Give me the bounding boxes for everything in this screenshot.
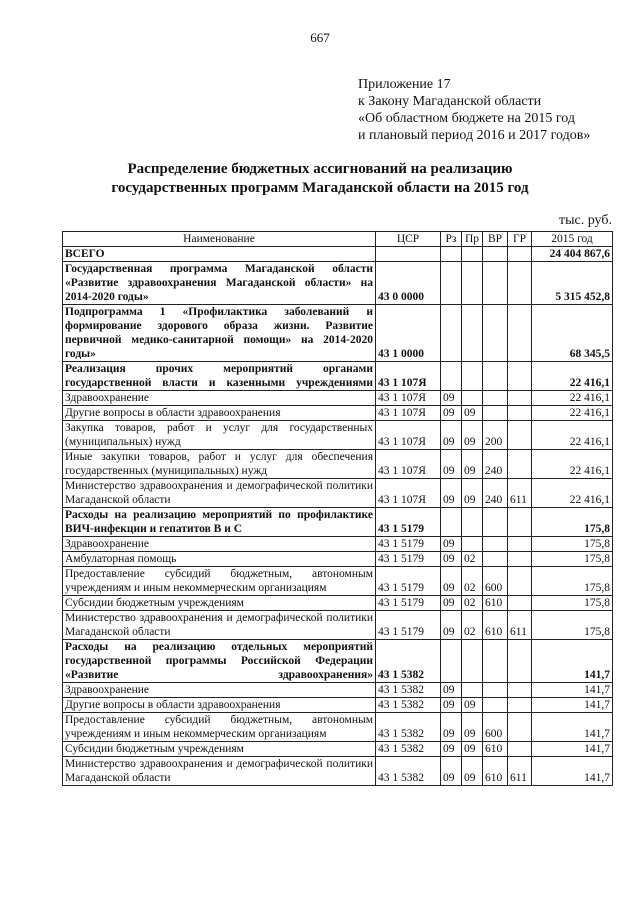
cell-vr: 610 xyxy=(483,611,508,640)
cell-amount: 175,8 xyxy=(532,537,613,552)
cell-name: Министерство здравоохранения и демографической политики Магаданской области xyxy=(63,479,376,508)
cell-name: Расходы на реализацию мероприятий по профилактике ВИЧ-инфекции и гепатитов В и С xyxy=(63,508,376,537)
cell-amount: 24 404 867,6 xyxy=(532,247,613,262)
cell-vr xyxy=(483,362,508,391)
header-name: Наименование xyxy=(63,232,376,247)
annex-header xyxy=(358,76,590,144)
cell-csr: 43 1 5179 xyxy=(376,552,441,567)
header-rz: Рз xyxy=(441,232,462,247)
cell-vr: 610 xyxy=(483,742,508,757)
table-row xyxy=(63,508,613,537)
cell-csr: 43 1 107Я xyxy=(376,362,441,391)
cell-vr xyxy=(483,305,508,362)
cell-pr xyxy=(462,640,483,683)
cell-vr: 600 xyxy=(483,567,508,596)
annex-line: и плановый период 2016 и 2017 годов» xyxy=(358,128,591,143)
cell-pr xyxy=(462,247,483,262)
cell-amount: 175,8 xyxy=(532,552,613,567)
cell-amount: 68 345,5 xyxy=(532,305,613,362)
cell-csr: 43 1 5179 xyxy=(376,537,441,552)
cell-csr: 43 1 107Я xyxy=(376,421,441,450)
table-row xyxy=(63,567,613,596)
cell-rz: 09 xyxy=(441,391,462,406)
title-line: государственных программ Магаданской области на 2015 год xyxy=(111,180,529,196)
cell-gr xyxy=(508,640,532,683)
cell-csr: 43 1 5179 xyxy=(376,567,441,596)
table-row xyxy=(63,247,613,262)
cell-name: Здравоохранение xyxy=(63,391,376,406)
table-row xyxy=(63,757,613,786)
cell-name: Субсидии бюджетным учреждениям xyxy=(63,596,376,611)
cell-pr: 02 xyxy=(462,567,483,596)
cell-amount: 22 416,1 xyxy=(532,479,613,508)
cell-name: Здравоохранение xyxy=(63,683,376,698)
cell-name: Предоставление субсидий бюджетным, автономным учреждениям и иным некоммерческим организациям xyxy=(63,567,376,596)
units-label: тыс. руб. xyxy=(559,213,612,228)
cell-rz xyxy=(441,362,462,391)
cell-amount: 141,7 xyxy=(532,640,613,683)
cell-rz xyxy=(441,640,462,683)
cell-gr xyxy=(508,305,532,362)
cell-rz: 09 xyxy=(441,406,462,421)
cell-csr: 43 1 5179 xyxy=(376,611,441,640)
cell-amount: 141,7 xyxy=(532,742,613,757)
cell-gr: 611 xyxy=(508,757,532,786)
cell-pr: 09 xyxy=(462,406,483,421)
cell-vr xyxy=(483,683,508,698)
cell-csr: 43 1 5382 xyxy=(376,742,441,757)
cell-name: Субсидии бюджетным учреждениям xyxy=(63,742,376,757)
cell-name: Закупка товаров, работ и услуг для государственных (муниципальных) нужд xyxy=(63,421,376,450)
cell-amount: 141,7 xyxy=(532,698,613,713)
cell-vr: 200 xyxy=(483,421,508,450)
cell-vr: 600 xyxy=(483,713,508,742)
cell-gr xyxy=(508,683,532,698)
page-number: 667 xyxy=(310,30,330,45)
cell-pr xyxy=(462,305,483,362)
annex-line: к Закону Магаданской области xyxy=(358,94,542,109)
table-row xyxy=(63,421,613,450)
cell-name: Министерство здравоохранения и демографической политики Магаданской области xyxy=(63,611,376,640)
cell-csr xyxy=(376,247,441,262)
table-row xyxy=(63,450,613,479)
cell-gr: 611 xyxy=(508,611,532,640)
cell-name: Другие вопросы в области здравоохранения xyxy=(63,698,376,713)
cell-vr xyxy=(483,391,508,406)
table-row xyxy=(63,362,613,391)
table-row xyxy=(63,742,613,757)
cell-gr xyxy=(508,247,532,262)
cell-vr: 610 xyxy=(483,757,508,786)
cell-rz: 09 xyxy=(441,757,462,786)
cell-name: ВСЕГО xyxy=(63,247,376,262)
title-line: Распределение бюджетных ассигнований на реализацию xyxy=(127,161,513,177)
cell-name: Министерство здравоохранения и демографической политики Магаданской области xyxy=(63,757,376,786)
cell-vr xyxy=(483,640,508,683)
cell-csr: 43 1 107Я xyxy=(376,450,441,479)
cell-gr xyxy=(508,713,532,742)
cell-csr: 43 1 107Я xyxy=(376,391,441,406)
table-row xyxy=(63,537,613,552)
cell-rz xyxy=(441,247,462,262)
cell-gr xyxy=(508,698,532,713)
cell-name: Амбулаторная помощь xyxy=(63,552,376,567)
cell-pr: 09 xyxy=(462,713,483,742)
cell-pr: 09 xyxy=(462,757,483,786)
document-title xyxy=(0,160,640,198)
cell-pr xyxy=(462,391,483,406)
cell-vr: 240 xyxy=(483,450,508,479)
cell-amount: 141,7 xyxy=(532,683,613,698)
cell-amount: 175,8 xyxy=(532,508,613,537)
table-row xyxy=(63,698,613,713)
header-pr: Пр xyxy=(462,232,483,247)
cell-vr xyxy=(483,508,508,537)
cell-csr: 43 1 5382 xyxy=(376,683,441,698)
cell-rz: 09 xyxy=(441,742,462,757)
cell-csr: 43 0 0000 xyxy=(376,262,441,305)
table-row xyxy=(63,552,613,567)
cell-amount: 22 416,1 xyxy=(532,450,613,479)
table-row xyxy=(63,640,613,683)
table-row xyxy=(63,262,613,305)
cell-pr: 09 xyxy=(462,450,483,479)
cell-amount: 22 416,1 xyxy=(532,406,613,421)
table-row xyxy=(63,479,613,508)
cell-csr: 43 1 5382 xyxy=(376,757,441,786)
cell-rz: 09 xyxy=(441,683,462,698)
cell-vr: 240 xyxy=(483,479,508,508)
cell-vr xyxy=(483,552,508,567)
cell-pr xyxy=(462,683,483,698)
table-row xyxy=(63,596,613,611)
table-row xyxy=(63,406,613,421)
cell-csr: 43 1 5179 xyxy=(376,596,441,611)
cell-rz xyxy=(441,305,462,362)
cell-gr xyxy=(508,508,532,537)
header-vr: ВР xyxy=(483,232,508,247)
cell-csr: 43 1 5382 xyxy=(376,713,441,742)
cell-rz: 09 xyxy=(441,713,462,742)
cell-rz: 09 xyxy=(441,537,462,552)
cell-gr xyxy=(508,596,532,611)
cell-amount: 22 416,1 xyxy=(532,421,613,450)
annex-line: Приложение 17 xyxy=(358,77,451,92)
cell-gr xyxy=(508,552,532,567)
cell-rz: 09 xyxy=(441,552,462,567)
cell-gr xyxy=(508,262,532,305)
cell-rz xyxy=(441,262,462,305)
cell-name: Государственная программа Магаданской области «Развитие здравоохранения Магаданской области» на 2014-2020 годы» xyxy=(63,262,376,305)
cell-csr: 43 1 107Я xyxy=(376,479,441,508)
table-row xyxy=(63,611,613,640)
cell-name: Иные закупки товаров, работ и услуг для обеспечения государственных (муниципальных) нужд xyxy=(63,450,376,479)
cell-rz: 09 xyxy=(441,479,462,508)
cell-name: Расходы на реализацию отдельных мероприятий государственной программы Российской Федерации «Развитие здравоохранения» xyxy=(63,640,376,683)
cell-csr: 43 1 5179 xyxy=(376,508,441,537)
cell-name: Реализация прочих мероприятий органами государственной власти и казенными учреждениями xyxy=(63,362,376,391)
cell-pr: 09 xyxy=(462,479,483,508)
cell-amount: 175,8 xyxy=(532,596,613,611)
cell-pr: 02 xyxy=(462,596,483,611)
cell-csr: 43 1 107Я xyxy=(376,406,441,421)
cell-name: Другие вопросы в области здравоохранения xyxy=(63,406,376,421)
table-body xyxy=(63,247,613,786)
cell-vr xyxy=(483,537,508,552)
cell-gr xyxy=(508,567,532,596)
cell-name: Предоставление субсидий бюджетным, автономным учреждениям и иным некоммерческим организациям xyxy=(63,713,376,742)
cell-vr: 610 xyxy=(483,596,508,611)
header-csr: ЦСР xyxy=(376,232,441,247)
cell-gr xyxy=(508,362,532,391)
cell-amount: 175,8 xyxy=(532,567,613,596)
cell-name: Здравоохранение xyxy=(63,537,376,552)
cell-gr xyxy=(508,406,532,421)
cell-rz: 09 xyxy=(441,611,462,640)
cell-pr xyxy=(462,508,483,537)
cell-gr xyxy=(508,537,532,552)
cell-gr xyxy=(508,421,532,450)
cell-gr: 611 xyxy=(508,479,532,508)
cell-amount: 5 315 452,8 xyxy=(532,262,613,305)
cell-vr xyxy=(483,262,508,305)
cell-rz: 09 xyxy=(441,567,462,596)
cell-csr: 43 1 5382 xyxy=(376,640,441,683)
cell-vr xyxy=(483,406,508,421)
table-row xyxy=(63,713,613,742)
cell-pr: 02 xyxy=(462,611,483,640)
cell-pr: 09 xyxy=(462,698,483,713)
cell-gr xyxy=(508,450,532,479)
cell-csr: 43 1 5382 xyxy=(376,698,441,713)
cell-pr xyxy=(462,262,483,305)
header-gr: ГР xyxy=(508,232,532,247)
cell-vr xyxy=(483,698,508,713)
annex-line: «Об областном бюджете на 2015 год xyxy=(358,111,575,126)
cell-csr: 43 1 0000 xyxy=(376,305,441,362)
cell-rz: 09 xyxy=(441,450,462,479)
cell-amount: 22 416,1 xyxy=(532,391,613,406)
cell-pr: 02 xyxy=(462,552,483,567)
header-year: 2015 год xyxy=(532,232,613,247)
table-row xyxy=(63,683,613,698)
table-row xyxy=(63,391,613,406)
table-header-row xyxy=(63,232,613,247)
cell-rz xyxy=(441,508,462,537)
cell-vr xyxy=(483,247,508,262)
cell-rz: 09 xyxy=(441,698,462,713)
cell-pr xyxy=(462,362,483,391)
cell-pr: 09 xyxy=(462,742,483,757)
cell-amount: 141,7 xyxy=(532,757,613,786)
cell-rz: 09 xyxy=(441,596,462,611)
cell-amount: 22 416,1 xyxy=(532,362,613,391)
table-row xyxy=(63,305,613,362)
cell-name: Подпрограмма 1 «Профилактика заболеваний и формирование здорового образа жизни. Развитие первичной медико-санитарной помощи» на 2014-2020 годы» xyxy=(63,305,376,362)
cell-amount: 175,8 xyxy=(532,611,613,640)
budget-table xyxy=(62,231,613,786)
cell-gr xyxy=(508,742,532,757)
cell-pr: 09 xyxy=(462,421,483,450)
cell-pr xyxy=(462,537,483,552)
cell-amount: 141,7 xyxy=(532,713,613,742)
cell-rz: 09 xyxy=(441,421,462,450)
cell-gr xyxy=(508,391,532,406)
